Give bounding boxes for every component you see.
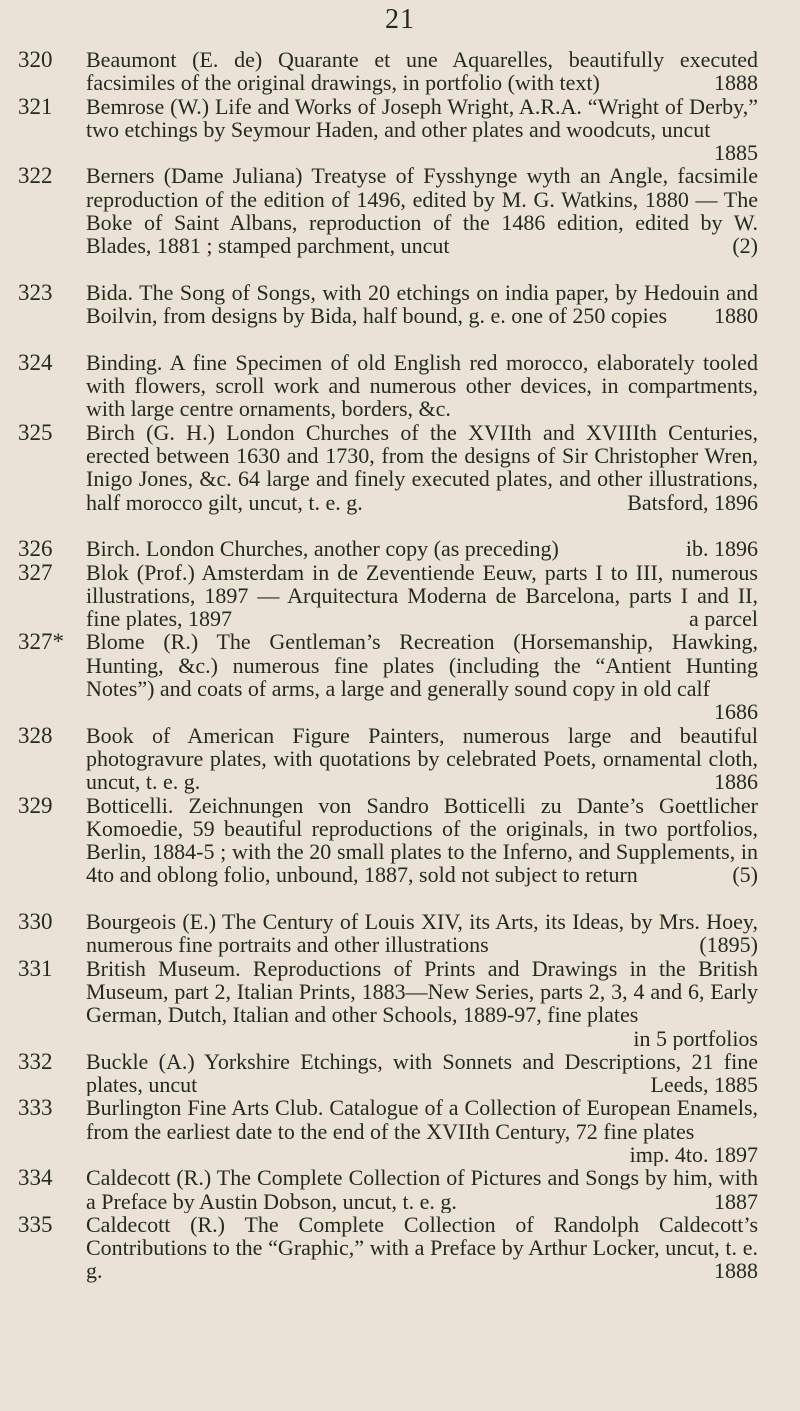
entry-text: Botticelli. Zeichnungen von Sandro Botticelli zu Dante’s Goettlicher Komoedie, 59 beautiful reproductions of the originals, in two portfolios, Berlin, 1884-5 ; with the 20 small plates to the Inferno, and Supplements, in 4to and oblong folio, unbound, 1887, sold not subject to return bbox=[86, 793, 758, 888]
page-number: 21 bbox=[385, 4, 415, 35]
entry-date: ib. 1896 bbox=[685, 537, 758, 561]
catalogue-entry bbox=[18, 957, 758, 1050]
entry-description bbox=[86, 957, 758, 1050]
catalogue-list bbox=[18, 48, 758, 1283]
entry-text: Bida. The Song of Songs, with 20 etchings on india paper, by Hedouin and Boilvin, from designs by Bida, half bound, g. e. one of 250 copies bbox=[86, 280, 758, 329]
lot-number: 324 bbox=[18, 350, 53, 375]
entry-date: 1888 bbox=[714, 1258, 758, 1283]
entry-description bbox=[86, 910, 758, 957]
catalogue-entry bbox=[18, 95, 758, 165]
lot-number: 323 bbox=[18, 280, 53, 305]
entry-date: (2) bbox=[732, 233, 758, 259]
catalogue-entry bbox=[18, 724, 758, 794]
catalogue-entry bbox=[18, 164, 758, 281]
lot-number: 329 bbox=[18, 793, 53, 818]
entry-description bbox=[86, 1050, 758, 1097]
catalogue-entry bbox=[18, 794, 758, 911]
entry-date: 1887 bbox=[714, 1188, 758, 1213]
lot-number: 326 bbox=[18, 537, 53, 561]
entry-description bbox=[86, 1213, 758, 1283]
entry-date: 1886 bbox=[714, 769, 758, 794]
entry-text: Bemrose (W.) Life and Works of Joseph Wright, A.R.A. “Wright of Derby,” two etchings by Seymour Haden, and other plates and woodcuts, uncut bbox=[86, 94, 758, 142]
entry-date: Batsford, 1896 bbox=[627, 489, 758, 515]
lot-number: 328 bbox=[18, 723, 53, 748]
catalogue-entry bbox=[18, 1050, 758, 1097]
catalogue-entry bbox=[18, 1166, 758, 1213]
entry-description bbox=[86, 724, 758, 794]
entry-date: 1885 bbox=[714, 140, 758, 165]
entry-text: Caldecott (R.) The Complete Collection of Randolph Caldecott’s Contributions to the “Graphic,” with a Preface by Arthur Locker, uncut, t. e. g. bbox=[86, 1212, 758, 1283]
entry-text: Birch. London Churches, another copy (as preceding) bbox=[86, 537, 559, 561]
entry-text: Birch (G. H.) London Churches of the XVIIth and XVIIIth Centuries, erected between 1630 and 1730, from the designs of Sir Christopher Wren, Inigo Jones, &c. 64 large and finely executed plates, and other illustrations, half morocco gilt, uncut, t. e. g. bbox=[86, 420, 758, 515]
entry-description bbox=[86, 48, 758, 95]
entry-description bbox=[86, 281, 758, 328]
catalogue-entry bbox=[18, 281, 758, 351]
entry-text: Blok (Prof.) Amsterdam in de Zeventiende Eeuw, parts I to III, numerous illustrations, 1897 –– Arquitectura Moderna de Barcelona, parts I and II, fine plates, 1897 bbox=[86, 560, 758, 631]
entry-text: Buckle (A.) Yorkshire Etchings, with Sonnets and Descriptions, 21 fine plates, uncut bbox=[86, 1049, 758, 1097]
lot-number: 321 bbox=[18, 94, 53, 119]
entry-description bbox=[86, 351, 758, 421]
entry-date: a parcel bbox=[689, 606, 758, 631]
catalogue-entry bbox=[18, 1096, 758, 1166]
entry-text: Binding. A fine Specimen of old English red morocco, elaborately tooled with flowers, scroll work and numerous other devices, in compartments, with large centre ornaments, borders, &c. bbox=[86, 350, 758, 421]
entry-description bbox=[86, 164, 758, 257]
catalogue-entry bbox=[18, 1213, 758, 1283]
lot-number: 335 bbox=[18, 1212, 53, 1237]
lot-number: 320 bbox=[18, 48, 53, 72]
lot-number: 322 bbox=[18, 164, 53, 189]
lot-number: 333 bbox=[18, 1096, 53, 1121]
lot-number: 327 bbox=[18, 560, 53, 585]
lot-number: 332 bbox=[18, 1049, 53, 1074]
entry-date: imp. 4to. 1897 bbox=[629, 1142, 758, 1167]
entry-description bbox=[86, 95, 758, 165]
entry-description bbox=[86, 561, 758, 631]
catalogue-entry bbox=[18, 48, 758, 95]
entry-date: 1888 bbox=[714, 70, 758, 95]
catalogue-entry bbox=[18, 910, 758, 957]
entry-date: 1686 bbox=[714, 699, 758, 724]
entry-description bbox=[86, 421, 758, 514]
lot-number: 325 bbox=[18, 420, 53, 445]
entry-text: Beaumont (E. de) Quarante et une Aquarelles, beautifully executed facsimiles of the original drawings, in portfolio (with text) bbox=[86, 48, 758, 95]
entry-text: Caldecott (R.) The Complete Collection of Pictures and Songs by him, with a Preface by Austin Dobson, uncut, t. e. g. bbox=[86, 1166, 758, 1213]
entry-description bbox=[86, 630, 758, 723]
entry-date: Leeds, 1885 bbox=[650, 1072, 758, 1097]
entry-date: (5) bbox=[732, 862, 758, 888]
entry-text: Bourgeois (E.) The Century of Louis XIV, its Arts, its Ideas, by Mrs. Hoey, numerous fine portraits and other illustrations bbox=[86, 910, 758, 957]
catalogue-entry bbox=[18, 421, 758, 538]
entry-description bbox=[86, 1166, 758, 1213]
lot-number: 327* bbox=[18, 630, 64, 655]
entry-description bbox=[86, 794, 758, 887]
entry-description bbox=[86, 1096, 758, 1166]
entry-date: 1880 bbox=[714, 303, 758, 329]
entry-text: Burlington Fine Arts Club. Catalogue of a Collection of European Enamels, from the earliest date to the end of the XVIIth Century, 72 fine plates bbox=[86, 1096, 758, 1144]
entry-text: Blome (R.) The Gentleman’s Recreation (Horsemanship, Hawking, Hunting, &c.) numerous fine plates (including the “Antient Hunting Notes”) and coats of arms, a large and generally sound copy in old calf bbox=[86, 630, 758, 702]
entry-date: in 5 portfolios bbox=[633, 1025, 758, 1050]
catalogue-entry bbox=[18, 351, 758, 421]
catalogue-entry bbox=[18, 537, 758, 560]
entry-text: Book of American Figure Painters, numerous large and beautiful photogravure plates, with quotations by celebrated Poets, ornamental cloth, uncut, t. e. g. bbox=[86, 723, 758, 794]
entry-text: Berners (Dame Juliana) Treatyse of Fysshynge wyth an Angle, facsimile reproduction of the edition of 1496, edited by M. G. Watkins, 1880 — The Boke of Saint Albans, reproduction of the 1486 edition, edited by W. Blades, 1881 ; stamped parchment, uncut bbox=[86, 164, 758, 259]
entry-text: British Museum. Reproductions of Prints and Drawings in the British Museum, part 2, Italian Prints, 1883—New Series, parts 2, 3, 4 and 6, Early German, Dutch, Italian and other Schools, 1889-97, fine plates bbox=[86, 956, 758, 1028]
entry-date: (1895) bbox=[699, 932, 758, 957]
catalogue-entry bbox=[18, 630, 758, 723]
catalogue-entry bbox=[18, 561, 758, 631]
entry-description bbox=[86, 537, 758, 560]
lot-number: 334 bbox=[18, 1166, 53, 1191]
lot-number: 330 bbox=[18, 910, 53, 935]
lot-number: 331 bbox=[18, 956, 53, 981]
